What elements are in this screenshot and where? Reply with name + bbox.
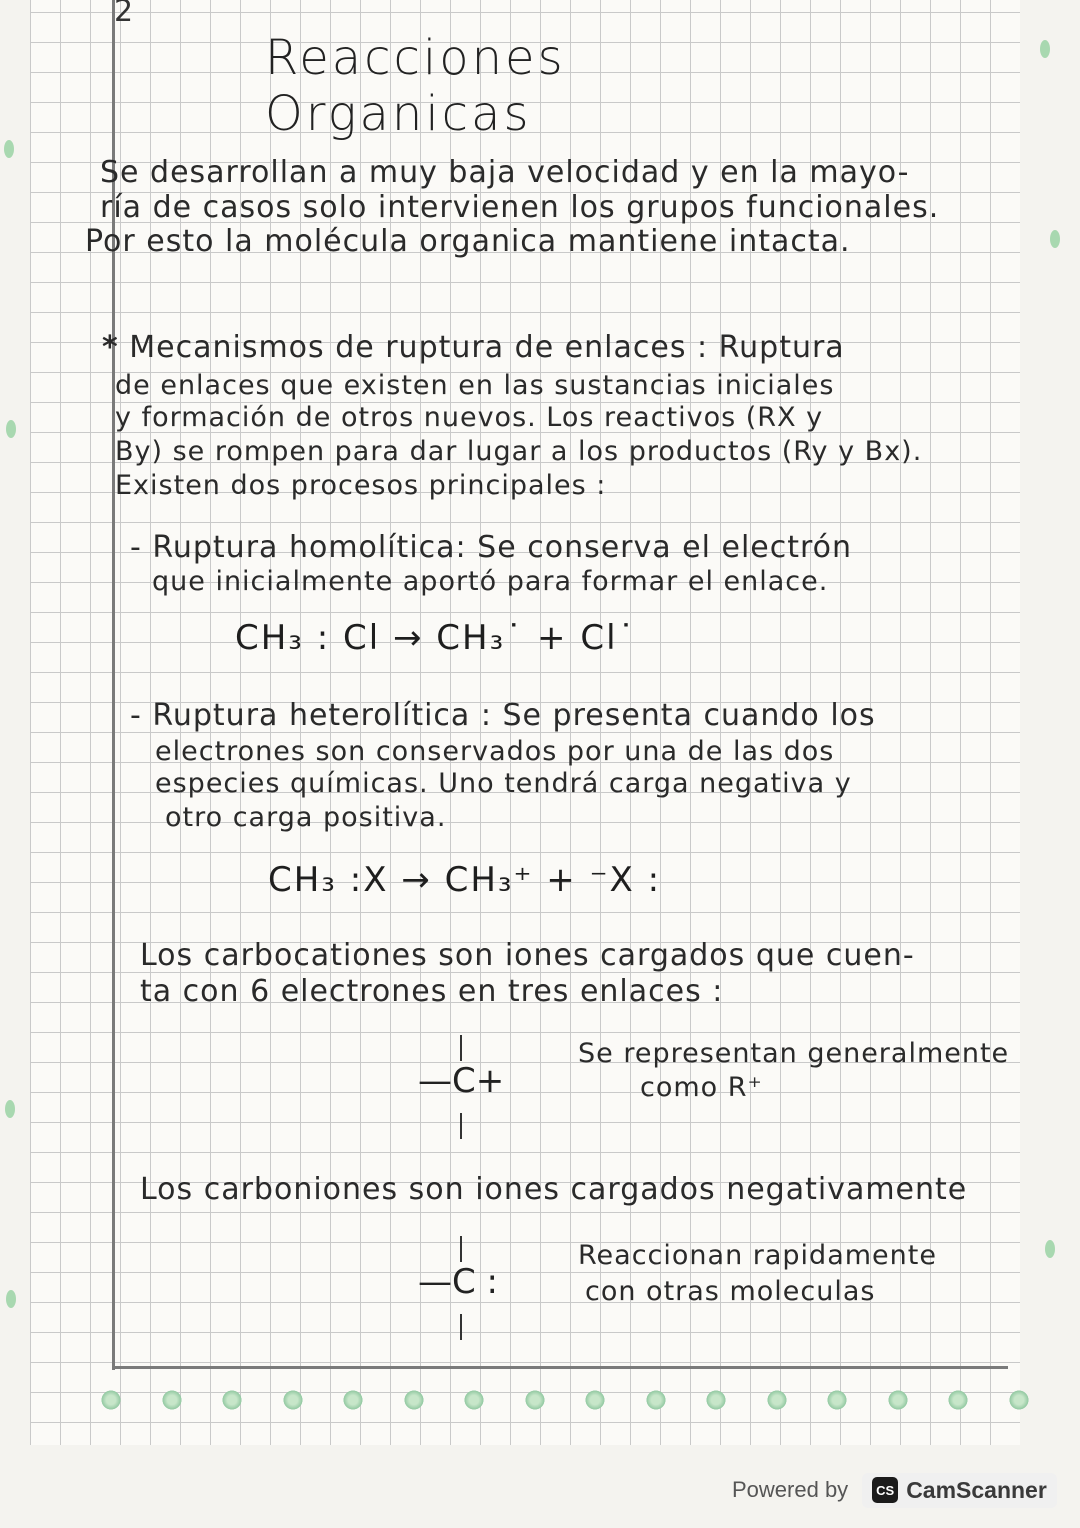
- flower-icon: [826, 1389, 848, 1411]
- flower-icon: [403, 1389, 425, 1411]
- carbanion-structure: [418, 1236, 538, 1346]
- mecanismos-line-4: By) se rompen para dar lugar a los productos (Ry y Bx).: [115, 436, 923, 467]
- carbocationes-line-1: Los carbocationes son iones cargados que cuen-: [140, 938, 915, 973]
- mecanismos-line-1: [102, 330, 845, 365]
- leaf-icon: [1050, 230, 1060, 248]
- bond-line-top: [460, 1236, 462, 1262]
- bond-line-bottom: [460, 1113, 462, 1139]
- leaf-icon: [1045, 1240, 1055, 1258]
- camscanner-logo-icon: CS: [872, 1477, 898, 1503]
- heterolitica-line-3: especies químicas. Uno tendrá carga negativa y: [155, 768, 852, 799]
- flower-icon: [342, 1389, 364, 1411]
- flower-border: [100, 1375, 1030, 1425]
- bond-line-bottom: [460, 1314, 462, 1340]
- carboniones-note-2: con otras moleculas: [585, 1276, 876, 1307]
- carbocationes-note-2: como R⁺: [640, 1072, 763, 1103]
- heterolitica-line-1: - Ruptura heterolítica : Se presenta cuando los: [130, 698, 876, 733]
- mecanismos-line-5: Existen dos procesos principales :: [115, 470, 607, 501]
- flower-icon: [705, 1389, 727, 1411]
- flower-icon: [161, 1389, 183, 1411]
- camscanner-brand-name: CamScanner: [906, 1476, 1047, 1503]
- page-corner-number: 2: [114, 0, 134, 29]
- star-bullet-icon: *: [102, 330, 119, 365]
- flower-icon: [766, 1389, 788, 1411]
- homolitica-line-2: que inicialmente aportó para formar el enlace.: [152, 566, 829, 597]
- leaf-icon: [6, 420, 16, 438]
- heterolitica-formula: CH₃ :X → CH₃⁺ + ⁻X :: [268, 860, 662, 900]
- carboniones-line: Los carboniones son iones cargados negativamente: [140, 1172, 968, 1207]
- bottom-border-line: [112, 1366, 1008, 1369]
- flower-icon: [221, 1389, 243, 1411]
- intro-line-1: Se desarrollan a muy baja velocidad y en la mayo-: [100, 155, 910, 190]
- carbocationes-line-2: ta con 6 electrones en tres enlaces :: [140, 974, 724, 1009]
- leaf-icon: [1040, 40, 1050, 58]
- flower-icon: [947, 1389, 969, 1411]
- mecanismos-line-2: de enlaces que existen en las sustancias iniciales: [115, 370, 835, 401]
- carbocation-structure: [418, 1035, 538, 1145]
- page-title: Reacciones Organicas: [265, 30, 566, 142]
- flower-icon: [524, 1389, 546, 1411]
- carbocationes-note-1: Se representan generalmente: [578, 1038, 1010, 1069]
- leaf-icon: [4, 140, 14, 158]
- notebook-page: [30, 0, 1020, 1445]
- flower-icon: [463, 1389, 485, 1411]
- homolitica-line-1: - Ruptura homolítica: Se conserva el electrón: [130, 530, 853, 565]
- bond-line-top: [460, 1035, 462, 1061]
- carboniones-note-1: Reaccionan rapidamente: [578, 1240, 937, 1271]
- powered-by-text: Powered by: [732, 1477, 849, 1502]
- flower-icon: [887, 1389, 909, 1411]
- leaf-icon: [5, 1100, 15, 1118]
- intro-line-2: ría de casos solo intervienen los grupos funcionales.: [100, 190, 940, 225]
- camscanner-badge: [862, 1473, 1057, 1508]
- camscanner-watermark: [732, 1468, 1057, 1512]
- flower-icon: [1008, 1389, 1030, 1411]
- flower-icon: [282, 1389, 304, 1411]
- homolitica-formula: CH₃ : Cl → CH₃˙ + Cl˙: [235, 618, 637, 658]
- flower-icon: [584, 1389, 606, 1411]
- heterolitica-line-4: otro carga positiva.: [165, 802, 447, 833]
- leaf-icon: [6, 1290, 16, 1308]
- mecanismos-line-3: y formación de otros nuevos. Los reactivos (RX y: [115, 402, 824, 433]
- mecanismos-heading-text: Mecanismos de ruptura de enlaces : Ruptura: [129, 330, 845, 365]
- carbocation-formula: —C+: [418, 1061, 505, 1101]
- flower-icon: [100, 1389, 122, 1411]
- carbanion-formula: —C :: [418, 1262, 499, 1302]
- flower-icon: [645, 1389, 667, 1411]
- intro-line-3: Por esto la molécula organica mantiene intacta.: [85, 224, 851, 259]
- heterolitica-line-2: electrones son conservados por una de las dos: [155, 736, 835, 767]
